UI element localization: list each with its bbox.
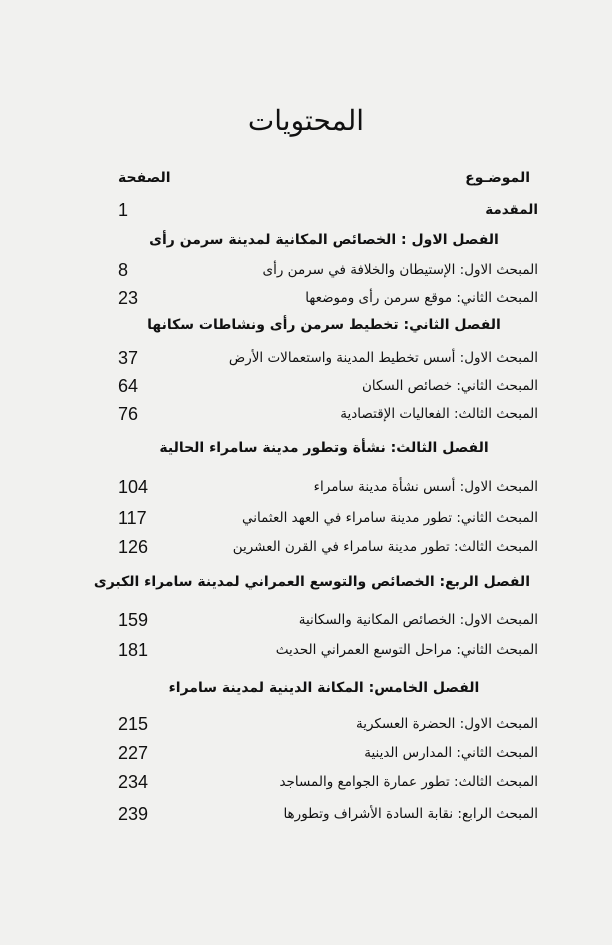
- toc-entry-page: 117: [118, 508, 147, 528]
- toc-entry-label: المبحث الثاني: مراحل التوسع العمراني الحديث: [275, 642, 538, 658]
- toc-entry-introduction: [118, 202, 538, 224]
- toc-entry: [118, 510, 538, 532]
- toc-entry: [118, 479, 538, 501]
- toc-entry-label: المبحث الثالث: تطور مدينة سامراء في القرن العشرين: [232, 539, 538, 555]
- toc-entry-label: المبحث الرابع: نقابة السادة الأشراف وتطورها: [283, 806, 538, 822]
- toc-entry: [118, 642, 538, 664]
- toc-entry-label: المبحث الاول: الإستيطان والخلافة في سرمن رأى: [262, 262, 538, 278]
- toc-entry-page: 76: [118, 404, 139, 424]
- toc-entry-page: 234: [118, 772, 149, 792]
- toc-entry-label: المبحث الاول: الخصائص المكانية والسكانية: [298, 612, 538, 628]
- toc-entry-page: 23: [118, 288, 139, 308]
- chapter-1-title: الفصل الاول : الخصائص المكانية لمدينة سرمن رأى: [149, 232, 499, 248]
- topic-column-header: الموضـوع: [465, 170, 530, 186]
- toc-entry-page: 227: [118, 743, 149, 763]
- toc-entry-page: 181: [118, 640, 149, 660]
- toc-entry: [118, 350, 538, 372]
- toc-entry-page: 104: [118, 477, 149, 497]
- toc-entry: [118, 290, 538, 312]
- chapter-5-title: الفصل الخامس: المكانة الدينية لمدينة سامراء: [168, 680, 480, 696]
- toc-entry-label: المبحث الاول: الحضرة العسكرية: [355, 716, 538, 732]
- toc-entry: [118, 406, 538, 428]
- toc-entry: [118, 539, 538, 561]
- toc-entry: [118, 378, 538, 400]
- toc-entry-label: المبحث الاول: أسس تخطيط المدينة واستعمالات الأرض: [228, 350, 538, 366]
- toc-entry: [118, 745, 538, 767]
- toc-entry-label: المبحث الثاني: موقع سرمن رأى وموضعها: [305, 290, 538, 306]
- toc-entry-page: 126: [118, 537, 149, 557]
- toc-entry-label: المبحث الثاني: تطور مدينة سامراء في العهد العثماني: [241, 510, 538, 526]
- toc-entry: [118, 262, 538, 284]
- toc-entry-page: 8: [118, 260, 129, 280]
- page-column-header: الصفحة: [118, 170, 171, 186]
- toc-entry: [118, 612, 538, 634]
- toc-entry-page: 239: [118, 804, 149, 824]
- toc-entry-label: المبحث الثالث: الفعاليات الإقتصادية: [340, 406, 538, 422]
- toc-entry-page: 1: [118, 200, 129, 220]
- toc-entry-page: 159: [118, 610, 149, 630]
- chapter-4-title: الفصل الربع: الخصائص والتوسع العمراني لمدينة سامراء الكبرى: [93, 574, 530, 590]
- page-title: المحتويات: [247, 104, 365, 137]
- chapter-2-title: الفصل الثاني: تخطيط سرمن رأى ونشاطات سكانها: [147, 317, 501, 333]
- toc-entry-label: المقدمة: [485, 202, 538, 218]
- toc-entry-page: 64: [118, 376, 139, 396]
- toc-entry-label: المبحث الثاني: المدارس الدينية: [364, 745, 538, 761]
- toc-entry-label: المبحث الاول: أسس نشأة مدينة سامراء: [313, 479, 538, 495]
- toc-entry-label: المبحث الثاني: خصائص السكان: [361, 378, 538, 394]
- toc-entry-page: 37: [118, 348, 139, 368]
- toc-entry: [118, 716, 538, 738]
- toc-entry-page: 215: [118, 714, 149, 734]
- chapter-3-title: الفصل الثالث: نشأة وتطور مدينة سامراء الحالية: [159, 440, 489, 456]
- toc-entry: [118, 806, 538, 828]
- toc-entry: [118, 774, 538, 796]
- column-headers: [118, 170, 530, 192]
- toc-entry-label: المبحث الثالث: تطور عمارة الجوامع والمساجد: [279, 774, 538, 790]
